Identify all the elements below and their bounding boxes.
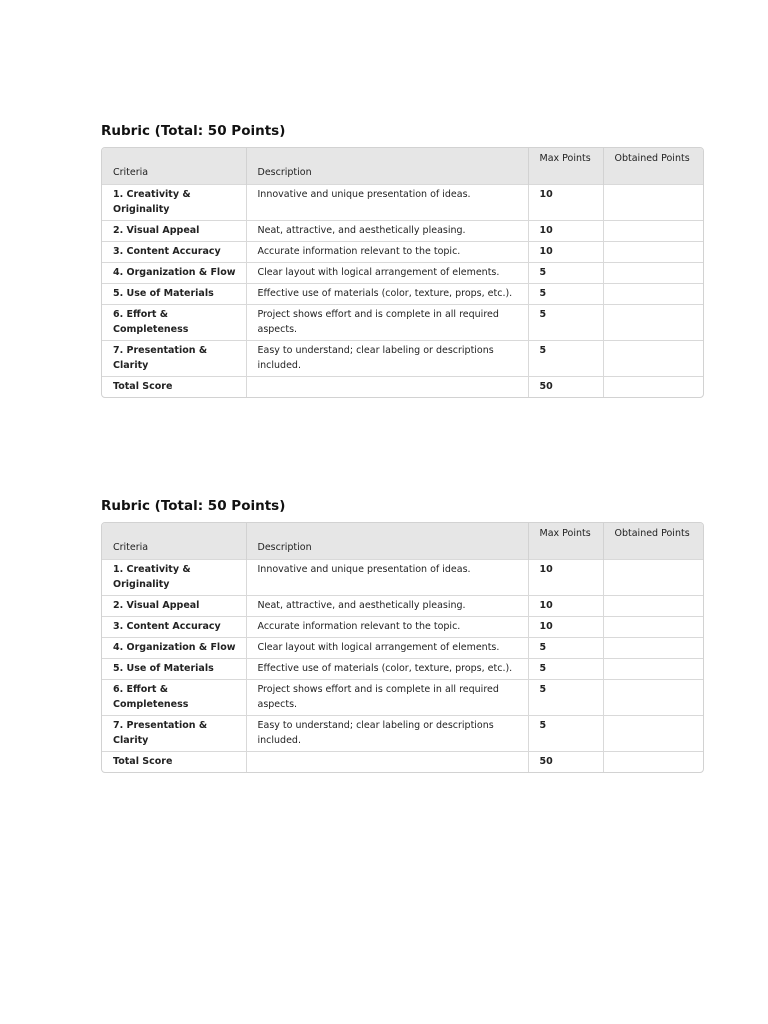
rubric-table-container [101, 522, 704, 773]
table-row [102, 638, 704, 659]
total-max-points: 50 [528, 377, 603, 398]
description-cell: Clear layout with logical arrangement of elements. [246, 263, 528, 284]
table-row [102, 242, 704, 263]
criteria-cell: 1. Creativity & Originality [102, 560, 246, 596]
criteria-cell: 3. Content Accuracy [102, 242, 246, 263]
criteria-cell: 2. Visual Appeal [102, 596, 246, 617]
table-body [102, 560, 704, 773]
total-score-label: Total Score [102, 752, 246, 773]
max-points-cell: 10 [528, 242, 603, 263]
header-description: Description [246, 523, 528, 560]
table-row [102, 617, 704, 638]
obtained-points-cell[interactable] [603, 659, 704, 680]
criteria-cell: 5. Use of Materials [102, 284, 246, 305]
criteria-cell: 1. Creativity & Originality [102, 185, 246, 221]
description-cell: Neat, attractive, and aesthetically pleasing. [246, 221, 528, 242]
description-cell: Innovative and unique presentation of ideas. [246, 560, 528, 596]
criteria-cell: 7. Presentation & Clarity [102, 341, 246, 377]
header-max-points: Max Points [528, 148, 603, 185]
obtained-points-cell[interactable] [603, 305, 704, 341]
obtained-points-cell[interactable] [603, 638, 704, 659]
header-criteria: Criteria [102, 148, 246, 185]
total-description-cell [246, 752, 528, 773]
obtained-points-cell[interactable] [603, 242, 704, 263]
rubric-table-container [101, 147, 704, 398]
max-points-cell: 5 [528, 680, 603, 716]
description-cell: Project shows effort and is complete in all required aspects. [246, 305, 528, 341]
criteria-cell: 6. Effort & Completeness [102, 305, 246, 341]
description-cell: Project shows effort and is complete in all required aspects. [246, 680, 528, 716]
obtained-points-cell[interactable] [603, 284, 704, 305]
obtained-points-cell[interactable] [603, 617, 704, 638]
table-row [102, 596, 704, 617]
obtained-points-cell[interactable] [603, 185, 704, 221]
header-max-points: Max Points [528, 523, 603, 560]
table-row [102, 716, 704, 752]
rubric-title: Rubric (Total: 50 Points) [101, 123, 286, 139]
header-criteria: Criteria [102, 523, 246, 560]
table-row [102, 659, 704, 680]
obtained-points-cell[interactable] [603, 560, 704, 596]
rubric-section [101, 122, 704, 398]
description-cell: Clear layout with logical arrangement of elements. [246, 638, 528, 659]
table-header [102, 148, 704, 185]
obtained-points-cell[interactable] [603, 680, 704, 716]
obtained-points-cell[interactable] [603, 596, 704, 617]
max-points-cell: 5 [528, 341, 603, 377]
total-description-cell [246, 377, 528, 398]
obtained-points-cell[interactable] [603, 716, 704, 752]
criteria-cell: 4. Organization & Flow [102, 263, 246, 284]
max-points-cell: 5 [528, 284, 603, 305]
rubric-table [102, 523, 704, 772]
max-points-cell: 5 [528, 716, 603, 752]
criteria-cell: 2. Visual Appeal [102, 221, 246, 242]
header-row [102, 523, 704, 560]
criteria-cell: 6. Effort & Completeness [102, 680, 246, 716]
max-points-cell: 10 [528, 617, 603, 638]
max-points-cell: 10 [528, 185, 603, 221]
criteria-cell: 5. Use of Materials [102, 659, 246, 680]
rubric-section [101, 497, 704, 773]
description-cell: Effective use of materials (color, texture, props, etc.). [246, 659, 528, 680]
table-header [102, 523, 704, 560]
criteria-cell: 4. Organization & Flow [102, 638, 246, 659]
total-obtained-points[interactable] [603, 752, 704, 773]
obtained-points-cell[interactable] [603, 263, 704, 284]
criteria-cell: 3. Content Accuracy [102, 617, 246, 638]
description-cell: Accurate information relevant to the topic. [246, 242, 528, 263]
table-row [102, 284, 704, 305]
max-points-cell: 5 [528, 305, 603, 341]
rubric-title: Rubric (Total: 50 Points) [101, 498, 286, 514]
max-points-cell: 5 [528, 263, 603, 284]
table-row [102, 221, 704, 242]
table-row [102, 341, 704, 377]
header-obtained-points: Obtained Points [603, 523, 704, 560]
total-row [102, 377, 704, 398]
table-row [102, 263, 704, 284]
total-score-label: Total Score [102, 377, 246, 398]
description-cell: Easy to understand; clear labeling or descriptions included. [246, 341, 528, 377]
max-points-cell: 5 [528, 659, 603, 680]
description-cell: Neat, attractive, and aesthetically pleasing. [246, 596, 528, 617]
obtained-points-cell[interactable] [603, 341, 704, 377]
obtained-points-cell[interactable] [603, 221, 704, 242]
table-row [102, 560, 704, 596]
table-body [102, 185, 704, 398]
total-max-points: 50 [528, 752, 603, 773]
max-points-cell: 10 [528, 221, 603, 242]
description-cell: Accurate information relevant to the topic. [246, 617, 528, 638]
total-row [102, 752, 704, 773]
header-description: Description [246, 148, 528, 185]
description-cell: Effective use of materials (color, texture, props, etc.). [246, 284, 528, 305]
total-obtained-points[interactable] [603, 377, 704, 398]
table-row [102, 305, 704, 341]
header-obtained-points: Obtained Points [603, 148, 704, 185]
max-points-cell: 10 [528, 596, 603, 617]
table-row [102, 680, 704, 716]
rubric-table [102, 148, 704, 397]
description-cell: Innovative and unique presentation of ideas. [246, 185, 528, 221]
header-row [102, 148, 704, 185]
description-cell: Easy to understand; clear labeling or descriptions included. [246, 716, 528, 752]
max-points-cell: 5 [528, 638, 603, 659]
table-row [102, 185, 704, 221]
max-points-cell: 10 [528, 560, 603, 596]
criteria-cell: 7. Presentation & Clarity [102, 716, 246, 752]
